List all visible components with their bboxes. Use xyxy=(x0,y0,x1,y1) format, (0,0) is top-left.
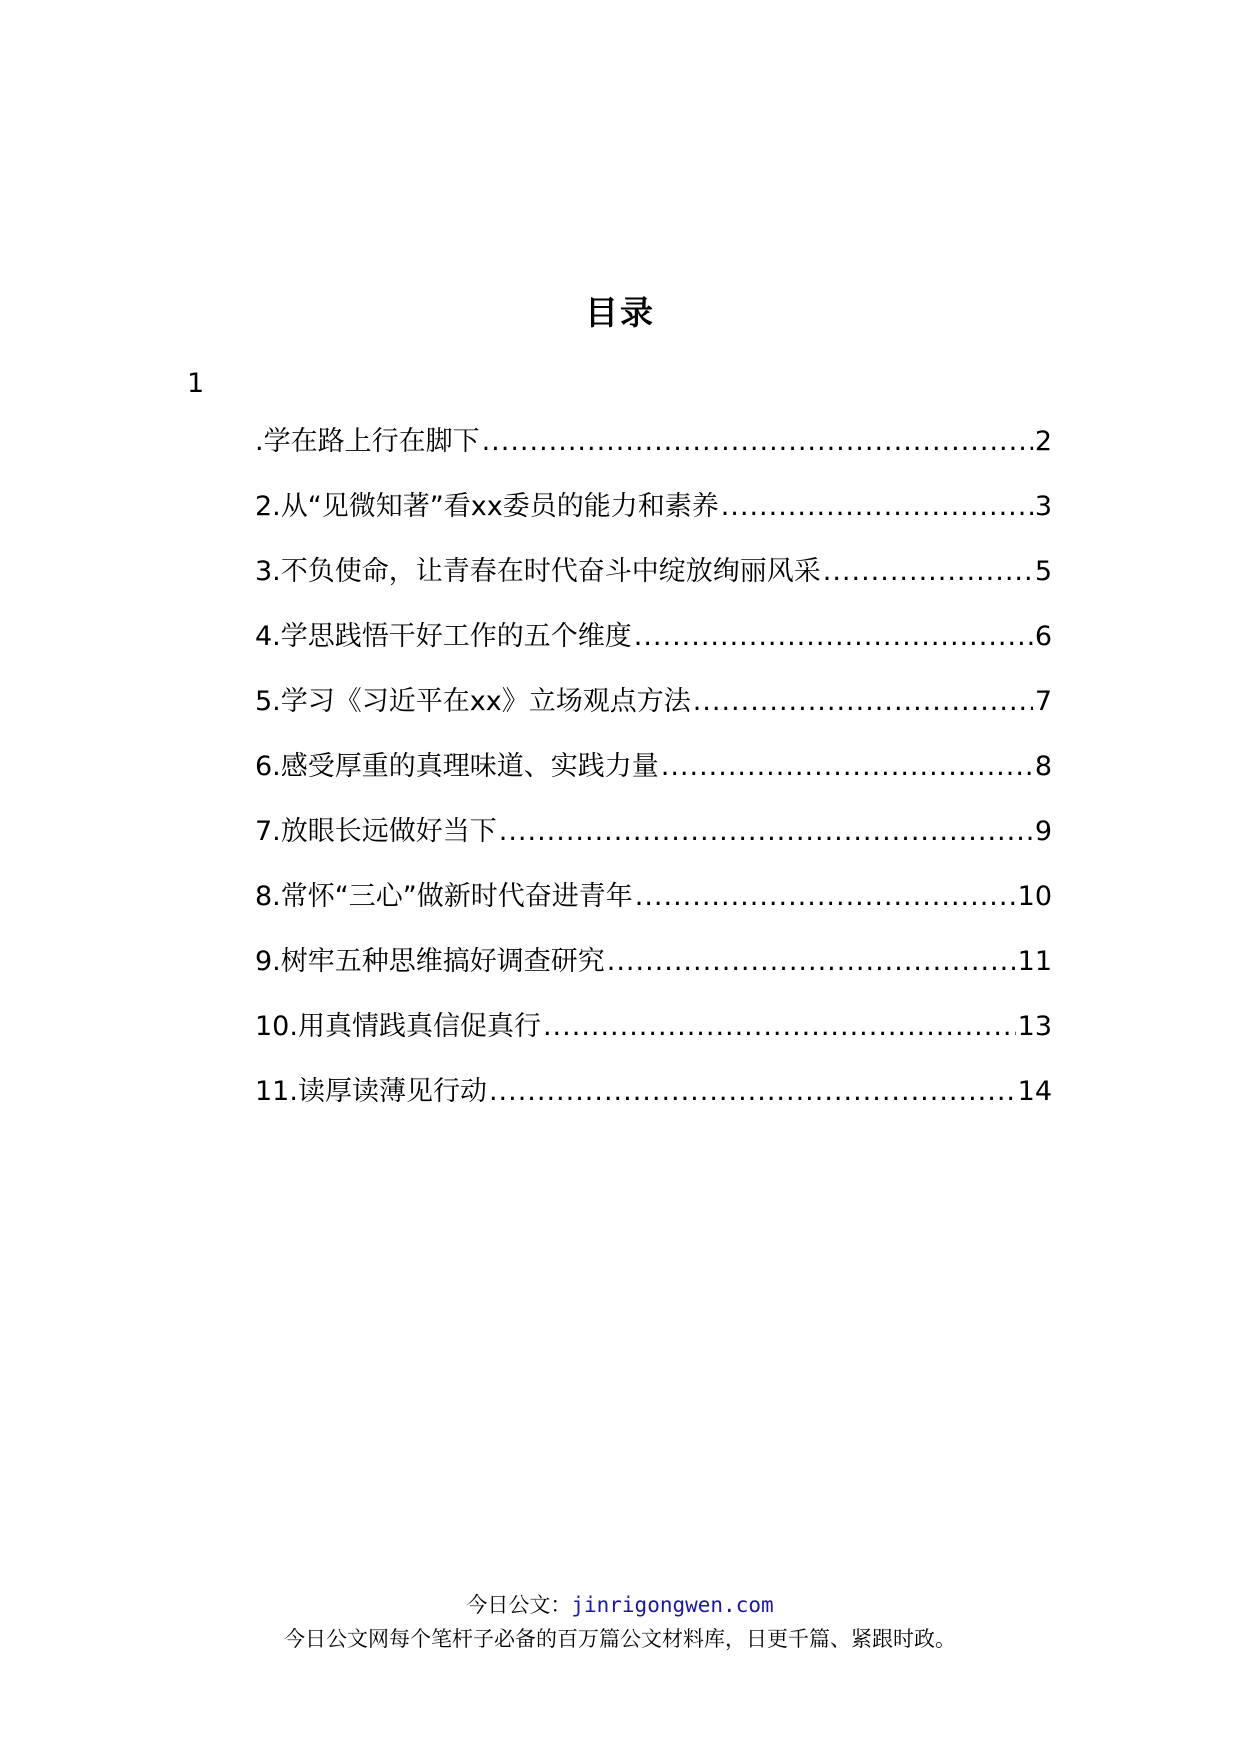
toc-page-number: 9 xyxy=(1034,816,1052,847)
toc-entry-text[interactable]: 6.感受厚重的真理味道、实践力量 xyxy=(255,751,659,782)
toc-dot-leader xyxy=(823,554,1033,590)
toc-entry-text[interactable]: 5.学习《习近平在xx》立场观点方法 xyxy=(255,686,691,717)
toc-page-number: 8 xyxy=(1034,751,1052,782)
toc-dot-leader xyxy=(634,619,1033,655)
toc-list xyxy=(255,424,1052,1139)
toc-entry-text[interactable]: 8.常怀“三心”做新时代奋进青年 xyxy=(255,881,633,912)
toc-entry[interactable] xyxy=(255,879,1052,944)
footer-slogan: 今日公文网每个笔杆子必备的百万篇公文材料库，日更千篇、紧跟时政。 xyxy=(284,1627,956,1651)
toc-stray-number: 1 xyxy=(187,368,205,399)
toc-entry-text[interactable]: 9.树牢五种思维搞好调查研究 xyxy=(255,946,605,977)
toc-entry[interactable] xyxy=(255,489,1052,554)
toc-entry-text[interactable]: .学在路上行在脚下 xyxy=(255,426,480,457)
toc-entry[interactable] xyxy=(255,554,1052,619)
toc-page-number: 2 xyxy=(1034,426,1052,457)
toc-dot-leader xyxy=(693,684,1033,720)
toc-page-number: 6 xyxy=(1034,621,1052,652)
toc-page-number: 13 xyxy=(1017,1011,1052,1042)
toc-dot-leader xyxy=(489,1074,1016,1110)
toc-page-number: 7 xyxy=(1034,686,1052,717)
toc-title: 目录 xyxy=(585,293,655,332)
toc-page-number: 10 xyxy=(1017,881,1052,912)
toc-dot-leader xyxy=(607,944,1016,980)
toc-dot-leader xyxy=(499,814,1033,850)
toc-dot-leader xyxy=(635,879,1016,915)
toc-dot-leader xyxy=(721,489,1033,525)
toc-entry[interactable] xyxy=(255,944,1052,1009)
toc-entry[interactable] xyxy=(255,814,1052,879)
toc-entry-text[interactable]: 7.放眼长远做好当下 xyxy=(255,816,497,847)
toc-entry-text[interactable]: 10.用真情践真信促真行 xyxy=(255,1011,541,1042)
toc-entry[interactable] xyxy=(255,1009,1052,1074)
toc-entry[interactable] xyxy=(255,619,1052,684)
toc-dot-leader xyxy=(661,749,1033,785)
toc-page-number: 3 xyxy=(1034,491,1052,522)
toc-entry-text[interactable]: 2.从“见微知著”看xx委员的能力和素养 xyxy=(255,491,719,522)
toc-entry[interactable] xyxy=(255,684,1052,749)
toc-page-number: 11 xyxy=(1017,946,1052,977)
toc-entry-text[interactable]: 3.不负使命，让青春在时代奋斗中绽放绚丽风采 xyxy=(255,556,821,587)
toc-dot-leader xyxy=(482,424,1033,460)
footer-url-link[interactable]: jinrigongwen.com xyxy=(571,1593,774,1617)
toc-entry[interactable] xyxy=(255,749,1052,814)
footer-source-line xyxy=(0,1589,1240,1619)
toc-page-number: 14 xyxy=(1017,1076,1052,1107)
toc-entry[interactable] xyxy=(255,1074,1052,1139)
toc-page-number: 5 xyxy=(1034,556,1052,587)
toc-entry[interactable] xyxy=(255,424,1052,489)
toc-entry-text[interactable]: 4.学思践悟干好工作的五个维度 xyxy=(255,621,632,652)
toc-dot-leader xyxy=(543,1009,1016,1045)
footer-label: 今日公文： xyxy=(466,1593,572,1617)
toc-entry-text[interactable]: 11.读厚读薄见行动 xyxy=(255,1076,487,1107)
